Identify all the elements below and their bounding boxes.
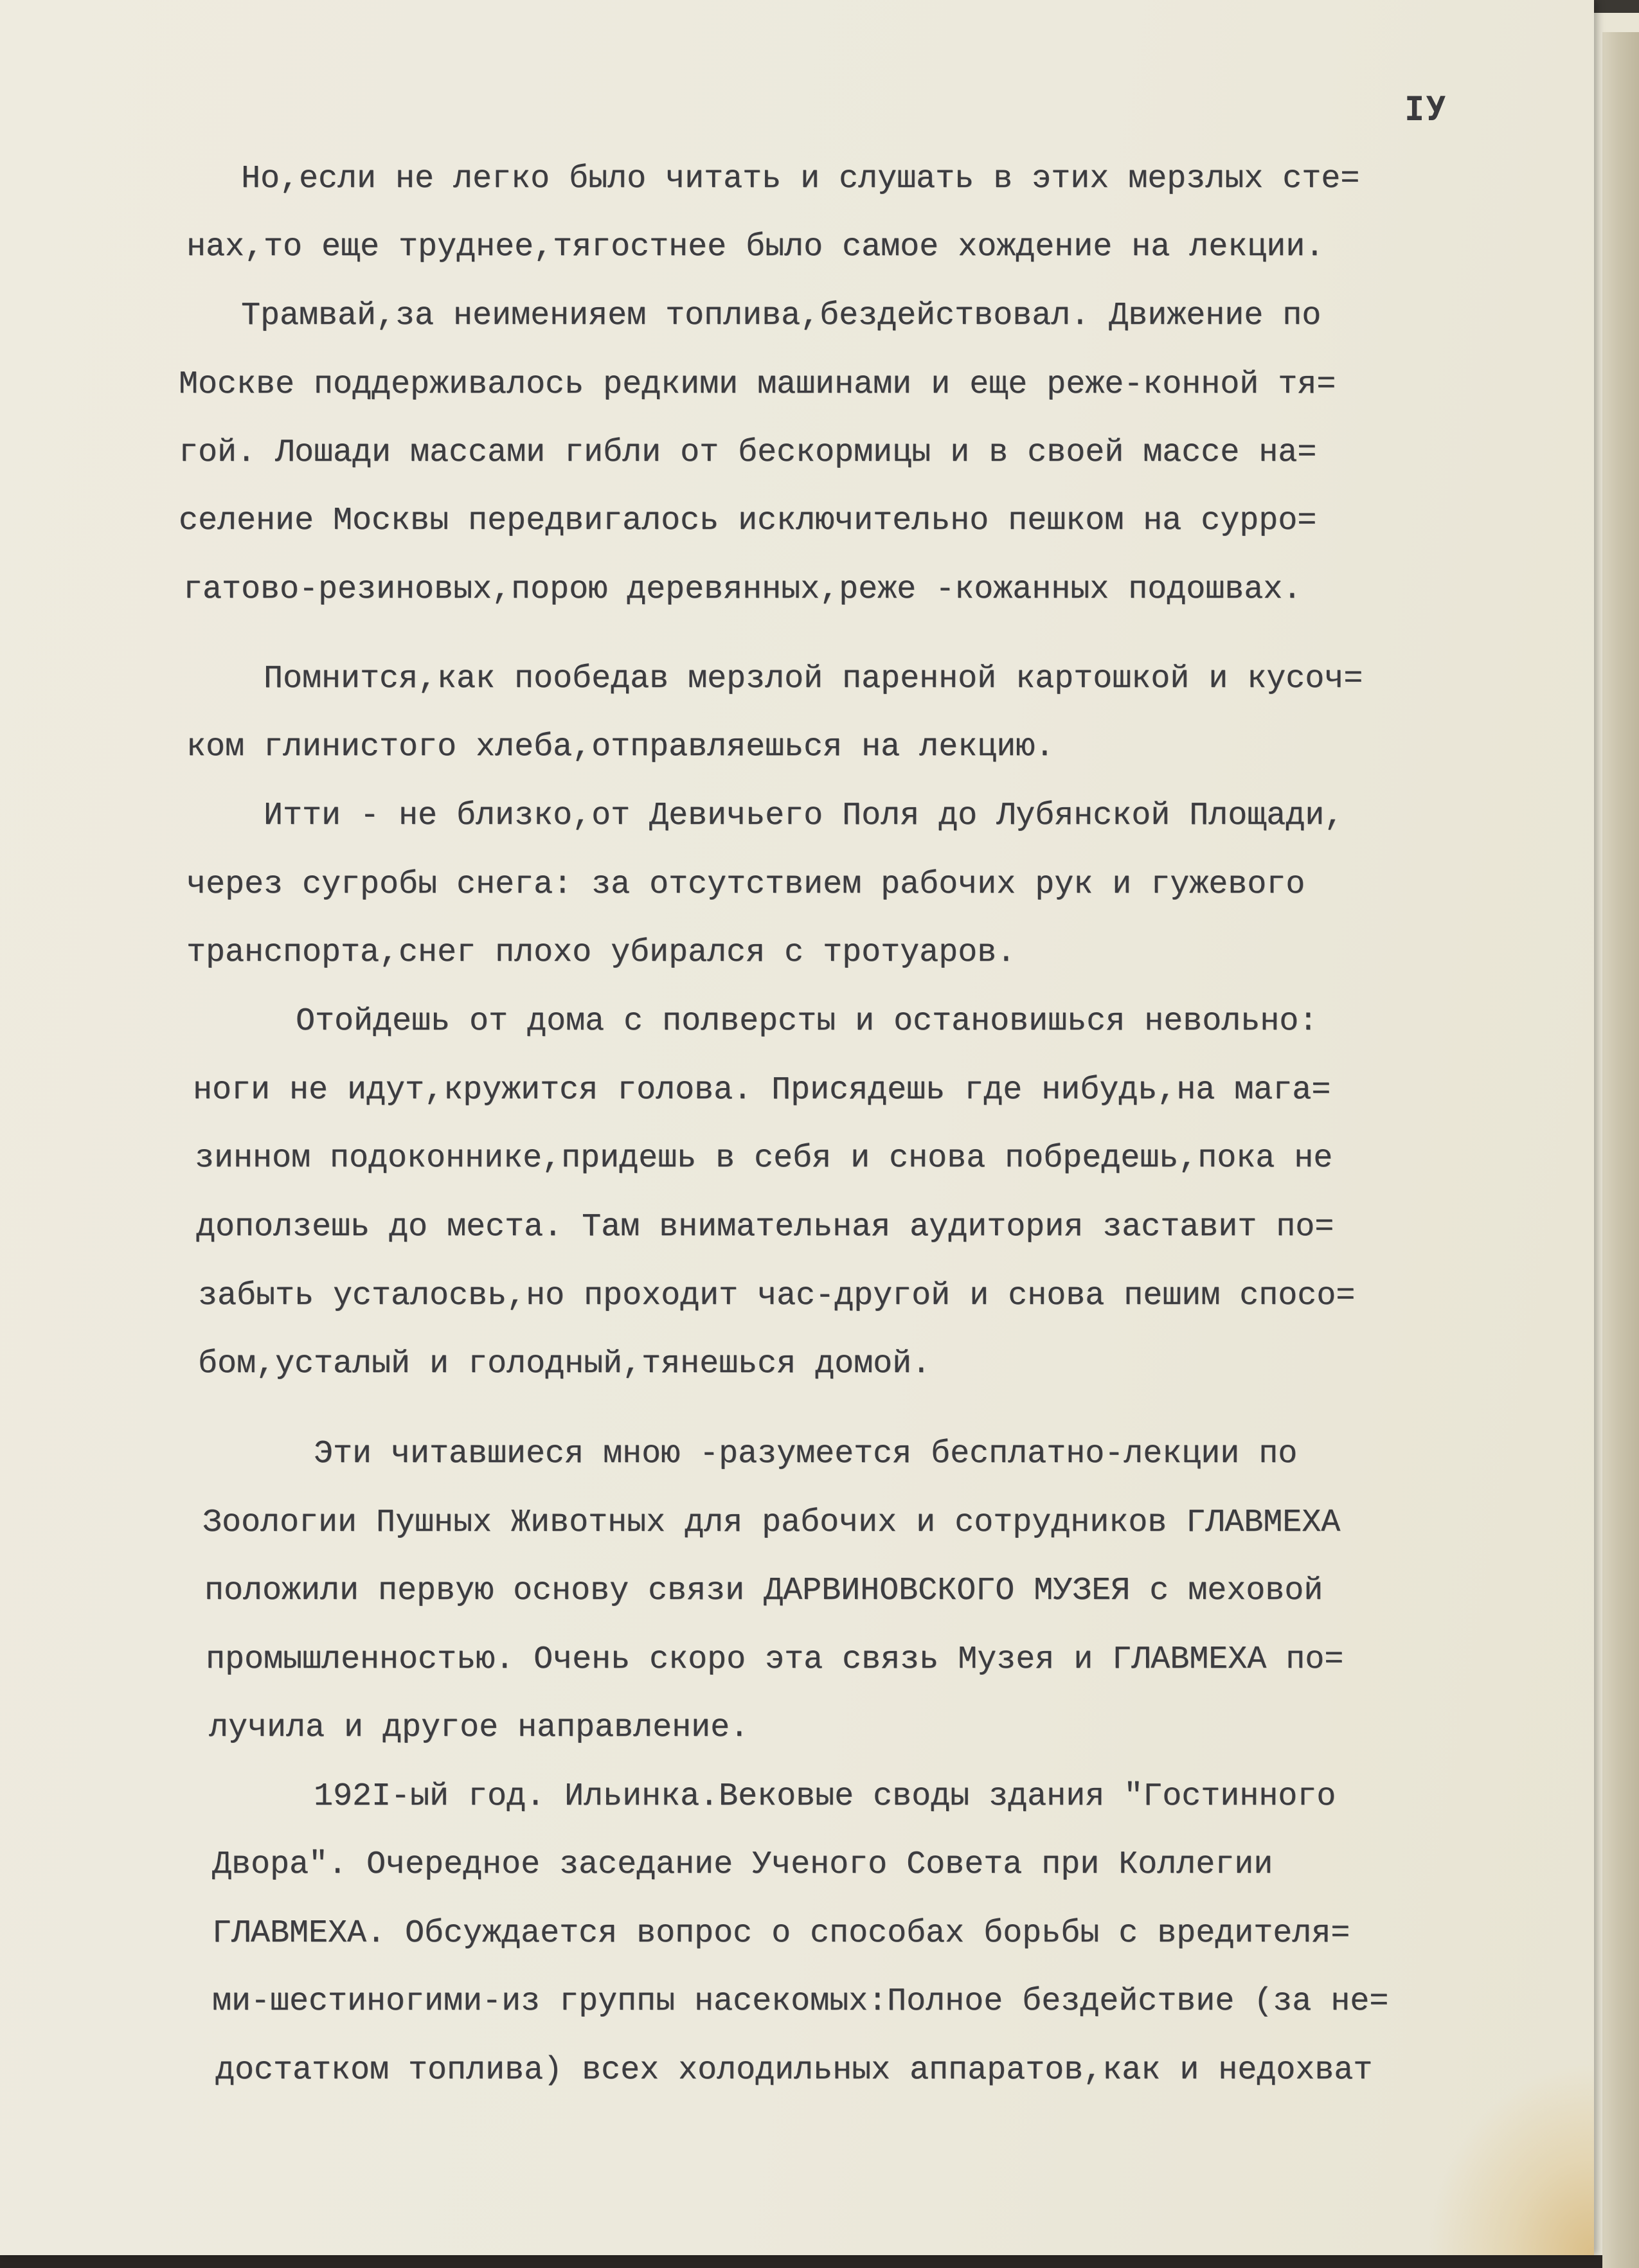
text-line: ком глинистого хлеба,отправляешься на лекцию. (186, 729, 1055, 765)
text-line: Трамвай,за неименияем топлива,бездействовал. Движение по (241, 298, 1321, 334)
text-line: гатово-резиновых,порою деревянных,реже -кожанных подошвах. (183, 571, 1302, 608)
text-line: гой. Лошади массами гибли от бескормицы и в своей массе на= (179, 434, 1317, 471)
text-line: достатком топлива) всех холодильных аппаратов,как и недохват (215, 2052, 1373, 2089)
text-line: ми-шестиногими-из группы насекомых:Полное бездействие (за не= (212, 1983, 1389, 2020)
text-line: лучила и другое направление. (209, 1710, 749, 1746)
text-line: Итти - не близко,от Девичьего Поля до Лубянской Площади, (264, 798, 1344, 834)
text-line: зинном подоконнике,придешь в себя и снова побредешь,пока не (195, 1140, 1333, 1177)
text-line: промышленностью. Очень скоро эта связь Музея и ГЛАВМЕХА по= (206, 1641, 1344, 1678)
text-line: Москве поддерживалось редкими машинами и еще реже-конной тя= (179, 366, 1336, 403)
text-line: Отойдешь от дома с полверсты и остановишься невольно: (296, 1003, 1318, 1040)
text-line: Но,если не легко было читать и слушать в этих мерзлых сте= (241, 161, 1360, 197)
paper-stain (1427, 2062, 1594, 2255)
page-number: IУ (1404, 90, 1447, 129)
sheet-edge (1602, 32, 1639, 2268)
text-line: ноги не идут,кружится голова. Присядешь где нибудь,на мага= (193, 1072, 1331, 1109)
text-line: селение Москвы передвигалось исключительно пешком на сурро= (179, 503, 1317, 539)
text-line: бом,усталый и голодный,тянешься домой. (198, 1346, 931, 1382)
text-line: Помнится,как пообедав мерзлой паренной картошкой и кусоч= (264, 661, 1363, 697)
text-line: положили первую основу связи ДАРВИНОВСКОГО МУЗЕЯ с меховой (204, 1573, 1323, 1609)
text-line: 192I-ый год. Ильинка.Вековые своды здания "Гостинного (314, 1778, 1336, 1815)
text-line: нах,то еще труднее,тягостнее было самое хождение на лекции. (186, 229, 1325, 265)
text-line: доползешь до места. Там внимательная аудитория заставит по= (196, 1209, 1334, 1246)
text-line: через сугробы снега: за отсутствием рабочих рук и гужевого (186, 866, 1305, 903)
text-line: Эти читавшиеся мною -разумеется бесплатно-лекции по (314, 1436, 1298, 1472)
text-line: Зоологии Пушных Животных для рабочих и сотрудников ГЛАВМЕХА (202, 1505, 1341, 1541)
text-line: забыть усталосвь,но проходит час-другой и снова пешим спосо= (198, 1278, 1356, 1314)
text-line: Двора". Очередное заседание Ученого Совета при Коллегии (212, 1846, 1273, 1883)
text-line: транспорта,снег плохо убирался с тротуаров. (186, 934, 1016, 971)
text-line: ГЛАВМЕХА. Обсуждается вопрос о способах борьбы с вредителя= (212, 1915, 1350, 1952)
